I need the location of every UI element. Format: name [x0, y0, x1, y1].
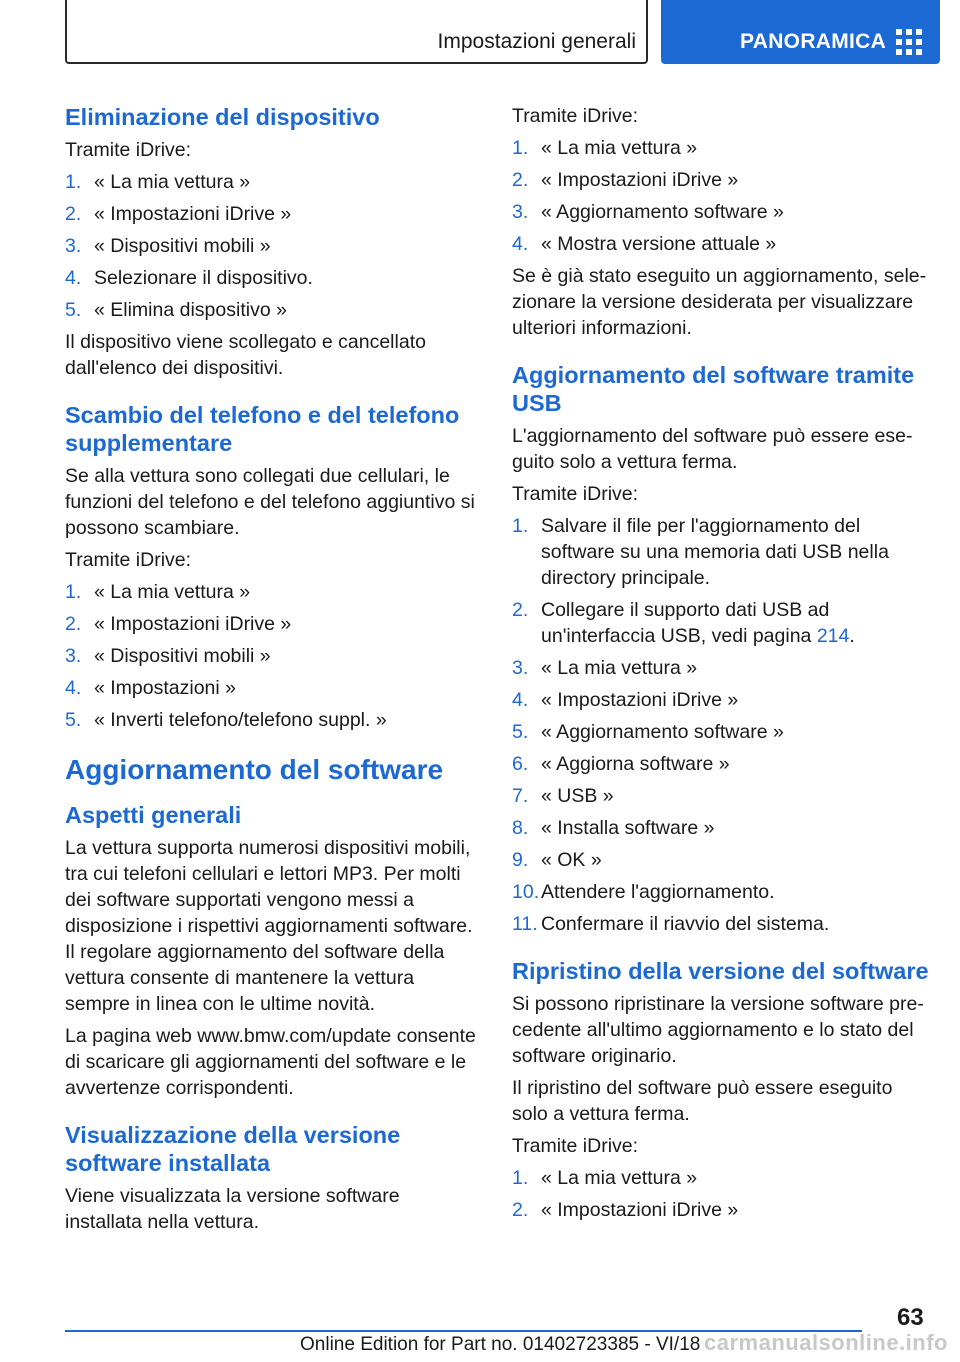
list-item: 4. « Impostazioni » — [65, 677, 236, 699]
list-item: 2. « Impostazioni iDrive » — [65, 613, 292, 635]
paragraph: Il ripristino del software può essere eseguito solo a vettura ferma. — [512, 1077, 893, 1125]
list-item: 5. « Elimina dispositivo » — [65, 299, 287, 321]
list-item: 2. « Impostazioni iDrive » — [512, 1199, 739, 1221]
list-item: 1. Salvare il file per l'aggiornamento del software su una memoria dati USB nella directory principale. — [512, 515, 889, 589]
heading-software-update: Aggiornamento del software — [65, 754, 444, 785]
panoramica-tab-label: PANORAMICA — [740, 30, 887, 53]
list-item: 10. Attendere l'aggiornamento. — [512, 881, 775, 903]
paragraph: La vettura supporta numerosi dispositivi mobili, tra cui telefoni cellulari e lettori MP3. Per molti dei software supportati vengono messi a disposizione i rispettivi aggiornamenti software. Il regolare aggiornamento del software della vettura consente di mantenere la vettura sempre in linea con le ultime novità. — [65, 837, 473, 1015]
heading-general-aspects: Aspetti generali — [65, 802, 242, 828]
list-item: 1. « La mia vettura » — [512, 137, 698, 159]
paragraph: Viene visualizzata la versione software installata nella vettura. — [65, 1185, 400, 1233]
list-item: 1. « La mia vettura » — [512, 1167, 698, 1189]
list-item: 4. Selezionare il dispositivo. — [65, 267, 313, 289]
page-number: 63 — [897, 1304, 924, 1331]
section-title: Impostazioni generali — [437, 30, 636, 53]
list-item: 5. « Inverti telefono/telefono suppl. » — [65, 709, 387, 731]
paragraph: Il dispositivo viene scollegato e cancellato dall'elenco dei dispositivi. — [65, 331, 426, 379]
heading-usb-update: Aggiornamento del software tramite USB — [512, 362, 915, 416]
list-item: 11. Confermare il riavvio del sistema. — [512, 913, 830, 935]
list-item: 3. « Dispositivi mobili » — [65, 235, 271, 257]
list-item: 4. « Mostra versione attuale » — [512, 233, 777, 255]
list-item: 1. « La mia vettura » — [65, 171, 251, 193]
grid-icon — [896, 29, 922, 55]
header-section-box — [65, 0, 648, 64]
intro-text: Tramite iDrive: — [512, 105, 639, 127]
edition-text: Online Edition for Part no. 01402723385 - VI/18 — [300, 1334, 701, 1355]
page-link-214[interactable]: 214 — [816, 625, 850, 647]
list-item: 6. « Aggiorna software » — [512, 753, 730, 775]
intro-text: Tramite iDrive: — [512, 483, 639, 505]
list-item: 2. « Impostazioni iDrive » — [65, 203, 292, 225]
left-column — [65, 103, 479, 1241]
right-column — [512, 103, 930, 1229]
heading-restore-version: Ripristino della versione del software — [512, 958, 929, 984]
intro-text: Tramite iDrive: — [65, 549, 192, 571]
paragraph: Se alla vettura sono collegati due cellulari, le funzioni del telefono e del telefono aggiuntivo si possono scambiare. — [65, 465, 475, 539]
list-item: 1. « La mia vettura » — [65, 581, 251, 603]
steps-usb-update — [512, 513, 930, 937]
heading-swap-phone: Scambio del telefono e del telefono supplementare — [65, 402, 460, 456]
steps-delete-device — [65, 169, 479, 323]
watermark-logo: carmanualsonline.info — [704, 1330, 948, 1355]
list-item: 4. « Impostazioni iDrive » — [512, 689, 739, 711]
heading-delete-device: Eliminazione del dispositivo — [65, 104, 380, 130]
list-item: 7. « USB » — [512, 785, 614, 807]
intro-text: Tramite iDrive: — [65, 139, 192, 161]
paragraph: Si possono ripristinare la versione software precedente all'ultimo aggiornamento e lo stato del software originario. — [512, 993, 924, 1067]
steps-restore-version — [512, 1165, 930, 1223]
list-item: 2. Collegare il supporto dati USB ad un'interfaccia USB, vedi pagina 214. — [512, 599, 855, 647]
heading-show-version: Visualizzazione della versione software installata — [65, 1122, 401, 1176]
list-item: 3. « La mia vettura » — [512, 657, 698, 679]
list-item: 8. « Installa software » — [512, 817, 715, 839]
panoramica-tab[interactable] — [661, 0, 940, 64]
list-item: 5. « Aggiornamento software » — [512, 721, 784, 743]
steps-show-version — [512, 135, 930, 257]
list-item: 3. « Dispositivi mobili » — [65, 645, 271, 667]
paragraph: Se è già stato eseguito un aggiornamento, selezionare la versione desiderata per visualizzare ulteriori informazioni. — [512, 265, 927, 339]
paragraph: La pagina web www.bmw.com/update consente di scaricare gli aggiornamenti del software e le avvertenze corrispondenti. — [65, 1025, 476, 1099]
paragraph: L'aggiornamento del software può essere eseguito solo a vettura ferma. — [512, 425, 913, 473]
list-item: 9. « OK » — [512, 849, 602, 871]
list-item: 2. « Impostazioni iDrive » — [512, 169, 739, 191]
intro-text: Tramite iDrive: — [512, 1135, 639, 1157]
list-item: 3. « Aggiornamento software » — [512, 201, 784, 223]
steps-swap-phone — [65, 579, 479, 733]
